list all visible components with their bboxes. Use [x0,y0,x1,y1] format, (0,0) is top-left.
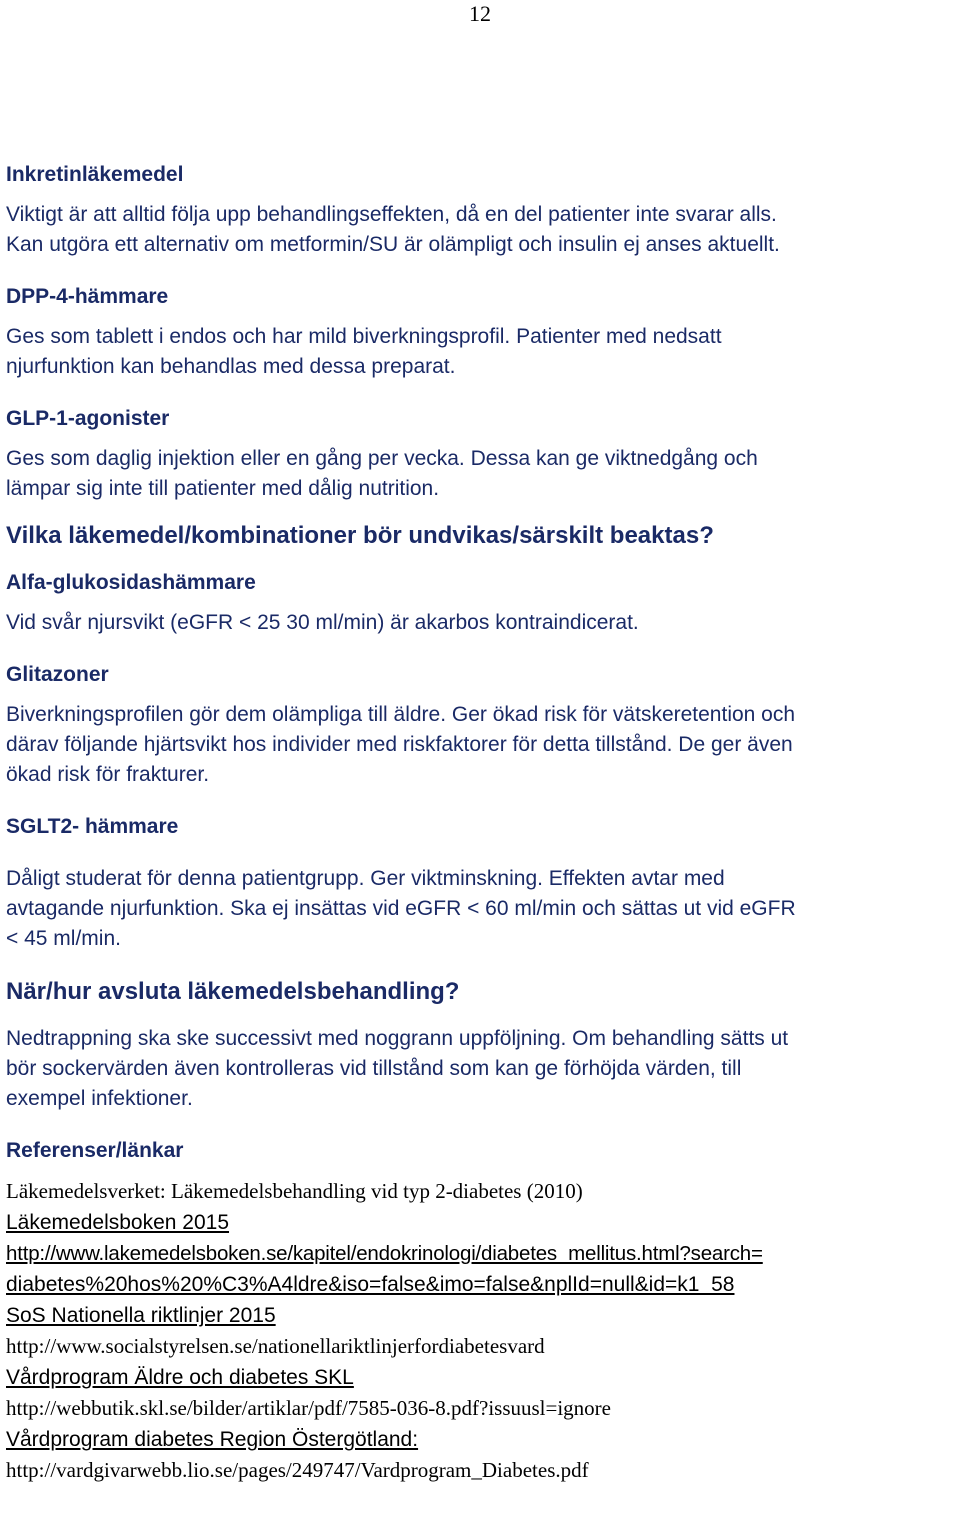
alfa-heading: Alfa-glukosidashämmare [6,571,256,594]
stop-text-3: exempel infektioner. [6,1087,193,1110]
reference-sos-url: http://www.socialstyrelsen.se/nationellariktlinjerfordiabetesvard [6,1334,545,1358]
inkretin-text-1: Viktigt är att alltid följa upp behandlingseffekten, då en del patienter inte svarar alls. [6,203,777,226]
reference-skl-url: http://webbutik.skl.se/bilder/artiklar/pdf/7585-036-8.pdf?issuusl=ignore [6,1396,612,1420]
dpp4-text-1: Ges som tablett i endos och har mild biverkningsprofil. Patienter med nedsatt [6,325,722,348]
reference-sos-link[interactable]: SoS Nationella riktlinjer 2015 [6,1304,276,1327]
reference-ostergotland-link[interactable]: Vårdprogram diabetes Region Östergötland: [6,1428,419,1451]
inkretin-text-2: Kan utgöra ett alternativ om metformin/SU är olämpligt och insulin ej anses aktuellt. [6,233,780,256]
stop-heading: När/hur avsluta läkemedelsbehandling? [6,978,460,1005]
glita-heading: Glitazoner [6,663,109,686]
reference-lakemedelsverket: Läkemedelsverket: Läkemedelsbehandling vid typ 2-diabetes (2010) [6,1179,583,1203]
dpp4-text-2: njurfunktion kan behandlas med dessa preparat. [6,355,456,378]
sglt2-heading: SGLT2- hämmare [6,815,179,838]
alfa-text: Vid svår njursvikt (eGFR < 25 30 ml/min) är akarbos kontraindicerat. [6,611,639,634]
glp1-heading: GLP-1-agonister [6,407,170,430]
reference-lakemedelsboken-url-1[interactable]: http://www.lakemedelsboken.se/kapitel/endokrinologi/diabetes_mellitus.html?search= [6,1242,763,1265]
glp1-text-2: lämpar sig inte till patienter med dålig nutrition. [6,477,440,500]
sglt2-text-1: Dåligt studerat för denna patientgrupp. Ger viktminskning. Effekten avtar med [6,867,725,890]
reference-lakemedelsboken-link[interactable]: Läkemedelsboken 2015 [6,1211,230,1234]
inkretin-heading: Inkretinläkemedel [6,163,184,186]
stop-text-1: Nedtrappning ska ske successivt med noggrann uppföljning. Om behandling sätts ut [6,1027,789,1050]
reference-lakemedelsboken-url-2[interactable]: diabetes%20hos%20%C3%A4ldre&iso=false&imo=false&nplId=null&id=k1_58 [6,1273,735,1296]
glp1-text-1: Ges som daglig injektion eller en gång per vecka. Dessa kan ge viktnedgång och [6,447,758,470]
document-body [6,160,958,1486]
dpp4-heading: DPP-4-hämmare [6,285,169,308]
reference-ostergotland-url: http://vardgivarwebb.lio.se/pages/249747/Vardprogram_Diabetes.pdf [6,1458,589,1482]
refs-heading: Referenser/länkar [6,1139,184,1162]
sglt2-text-2: avtagande njurfunktion. Ska ej insättas vid eGFR < 60 ml/min och sättas ut vid eGFR [6,897,796,920]
page-number: 12 [469,1,491,26]
reference-skl-link[interactable]: Vårdprogram Äldre och diabetes SKL [6,1366,354,1389]
stop-text-2: bör sockervärden även kontrolleras vid tillstånd som kan ge förhöjda värden, till [6,1057,742,1080]
glita-text-1: Biverkningsprofilen gör dem olämpliga till äldre. Ger ökad risk för vätskeretention och [6,703,796,726]
glita-text-2: därav följande hjärtsvikt hos individer med riskfaktorer för detta tillstånd. De ger även [6,733,793,756]
avoid-heading: Vilka läkemedel/kombinationer bör undvikas/särskilt beaktas? [6,522,714,549]
sglt2-text-3: < 45 ml/min. [6,927,121,950]
glita-text-3: ökad risk för frakturer. [6,763,210,786]
